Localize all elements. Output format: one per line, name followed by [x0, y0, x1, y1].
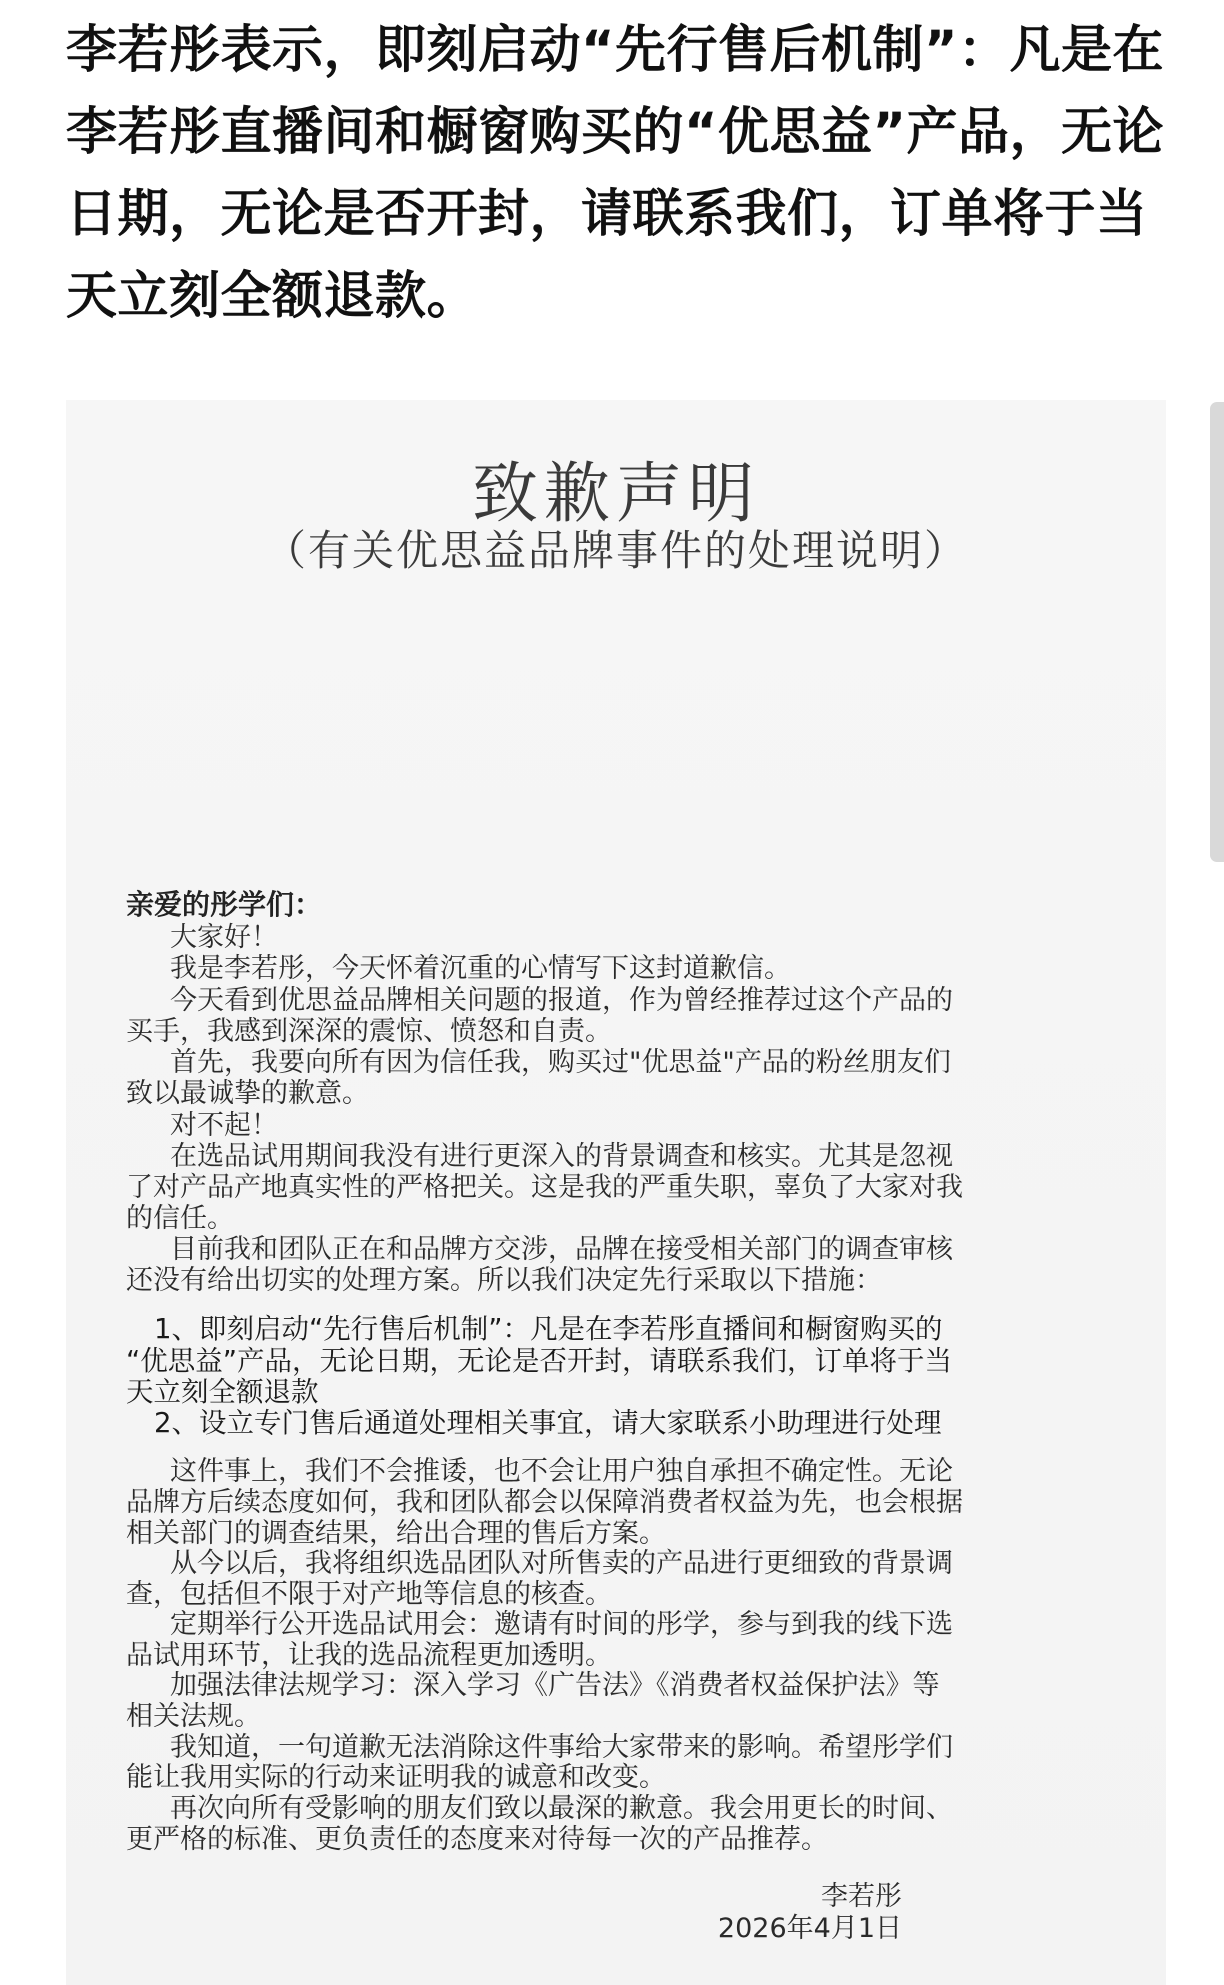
letter-line: 品牌方后续态度如何，我和团队都会以保障消费者权益为先，也会根据	[126, 1487, 963, 1518]
letter-line: 我知道，一句道歉无法消除这件事给大家带来的影响。希望彤学们	[170, 1732, 953, 1763]
letter-line: 品试用环节，让我的选品流程更加透明。	[126, 1640, 612, 1671]
letter-line: 的信任。	[126, 1203, 234, 1234]
letter-line: 从今以后，我将组织选品团队对所售卖的产品进行更细致的背景调	[170, 1548, 953, 1579]
letter-line: 首先，我要向所有因为信任我，购买过"优思益"产品的粉丝朋友们	[170, 1047, 951, 1078]
letter-line: 再次向所有受影响的朋友们致以最深的歉意。我会用更长的时间、	[170, 1793, 953, 1824]
letter-salutation: 亲爱的彤学们：	[126, 888, 323, 921]
scrollbar[interactable]	[1210, 402, 1224, 862]
measure-item-1: 1、即刻启动“先行售后机制”：凡是在李若彤直播间和橱窗购买的	[154, 1313, 943, 1345]
letter-signature: 李若彤	[821, 1881, 902, 1912]
measure-item-1-cont: “优思益”产品，无论日期，无论是否开封，请联系我们，订单将于当	[126, 1345, 952, 1377]
letter-line: 买手，我感到深深的震惊、愤怒和自责。	[126, 1016, 612, 1047]
letter-line: 更严格的标准、更负责任的态度来对待每一次的产品推荐。	[126, 1824, 828, 1855]
letter-subtitle: （有关优思益品牌事件的处理说明）	[263, 526, 968, 575]
letter-line: 相关法规。	[126, 1701, 261, 1732]
letter-line: 今天看到优思益品牌相关问题的报道，作为曾经推荐过这个产品的	[170, 985, 953, 1016]
measure-item-1-cont: 天立刻全额退款	[126, 1376, 319, 1408]
letter-line: 查，包括但不限于对产地等信息的核查。	[126, 1579, 612, 1610]
letter-line: 定期举行公开选品试用会：邀请有时间的彤学，参与到我的线下选	[170, 1609, 953, 1640]
letter-line: 我是李若彤，今天怀着沉重的心情写下这封道歉信。	[170, 953, 791, 984]
intro-paragraph: 李若彤表示，即刻启动“先行售后机制”：凡是在李若彤直播间和橱窗购买的“优思益”产品，无论日期，无论是否开封，请联系我们，订单将于当天立刻全额退款。	[66, 21, 1165, 326]
letter-line: 能让我用实际的行动来证明我的诚意和改变。	[126, 1762, 666, 1793]
letter-line: 大家好！	[170, 922, 278, 953]
letter-line: 了对产品产地真实性的严格把关。这是我的严重失职，辜负了大家对我	[126, 1172, 963, 1203]
letter-line: 致以最诚挚的歉意。	[126, 1078, 369, 1109]
letter-line: 对不起！	[170, 1110, 278, 1141]
letter-line: 在选品试用期间我没有进行更深入的背景调查和核实。尤其是忽视	[170, 1141, 953, 1172]
letter-date: 2026年4月1日	[717, 1913, 902, 1944]
letter-line: 这件事上，我们不会推诿，也不会让用户独自承担不确定性。无论	[170, 1456, 953, 1487]
letter-line: 还没有给出切实的处理方案。所以我们决定先行采取以下措施：	[126, 1265, 882, 1296]
measure-item-2: 2、设立专门售后通道处理相关事宜，请大家联系小助理进行处理	[154, 1407, 942, 1439]
apology-letter-image	[66, 400, 1166, 1985]
letter-line: 相关部门的调查结果，给出合理的售后方案。	[126, 1518, 666, 1549]
letter-line: 加强法律法规学习：深入学习《广告法》《消费者权益保护法》等	[170, 1670, 940, 1701]
letter-line: 目前我和团队正在和品牌方交涉，品牌在接受相关部门的调查审核	[170, 1234, 953, 1265]
letter-title: 致歉声明	[472, 455, 760, 532]
